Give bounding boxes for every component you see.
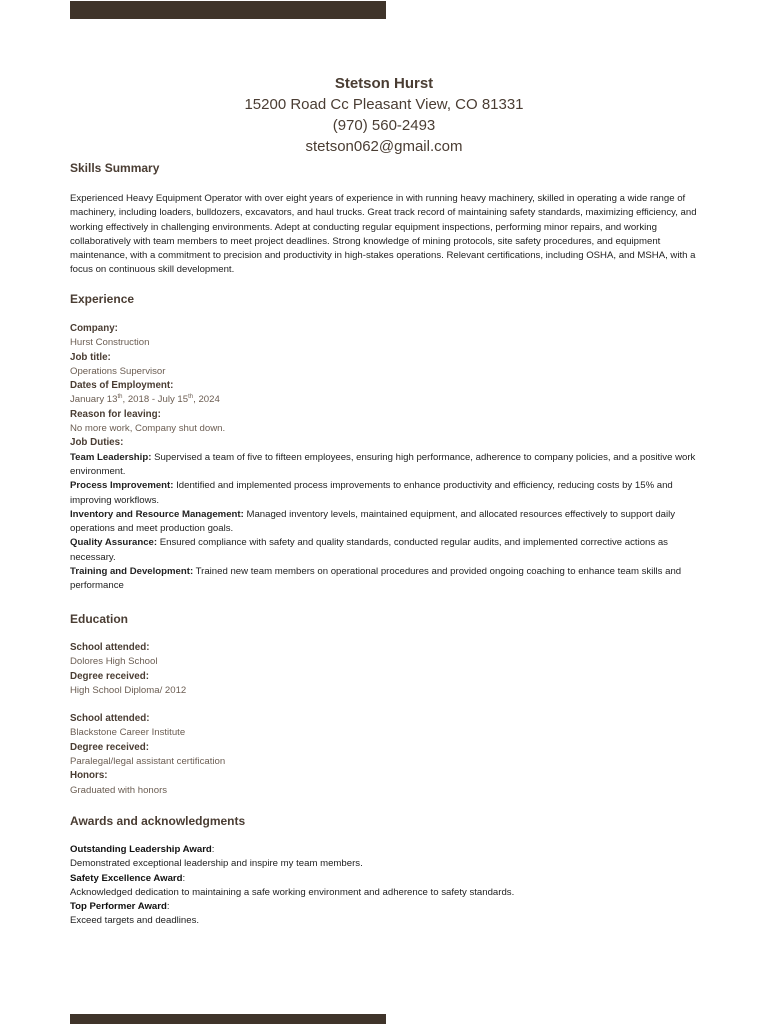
awards-heading: Awards and acknowledgments (70, 814, 246, 828)
skills-summary-heading: Skills Summary (70, 161, 160, 175)
degree-label: Degree received: (70, 670, 149, 682)
skills-summary-text: Experienced Heavy Equipment Operator with over eight years of experience in with running heavy machinery, skilled in operating a wide range of machinery, including loaders, bulldozers, excavators, and haul trucks. Great track record of maintaining safety standards, maximizing efficiency, and working effectively in challenging environments. Adept at conducting regular equipment inspections, performing minor repairs, and working collaboratively with team members to meet project deadlines. Strong knowledge of mining protocols, site safety procedures, and equipment maintenance, with a commitment to precision and productivity in high-stakes operations. Relevant certifications, including OSHA, and MSHA, with a focus on continuous skill development. (70, 193, 697, 276)
duty-text: Supervised a team of five to fifteen employees, ensuring high performance, adherence to company policies, and a positive work environment. (70, 451, 696, 477)
degree-label: Degree received: (70, 741, 149, 753)
duty-title: Process Improvement: (70, 480, 174, 492)
top-decorative-bar (70, 1, 386, 19)
duty-title: Training and Development: (70, 566, 194, 578)
experience-heading: Experience (70, 292, 135, 306)
award-title: Outstanding Leadership Award (70, 844, 212, 855)
duty-item (70, 565, 698, 594)
degree-value: Paralegal/legal assistant certification (70, 756, 226, 768)
award-item: Safety Excellence Award: (70, 872, 186, 884)
honors-label: Honors: (70, 770, 108, 782)
duty-title: Team Leadership: (70, 451, 152, 463)
bottom-decorative-bar (70, 1014, 386, 1024)
duty-text: Trained new team members on operational procedures and provided ongoing coaching to enhance team skills and performance (70, 566, 682, 592)
honors-value: Graduated with honors (70, 784, 168, 796)
dates-value: January 13th, 2018 - July 15th, 2024 (70, 394, 220, 406)
duty-text: Managed inventory levels, maintained equipment, and allocated resources effectively to support daily operations and meet production goals. (70, 508, 676, 535)
reason-value: No more work, Company shut down. (70, 423, 226, 435)
education-heading: Education (70, 612, 129, 626)
school-value: Blackstone Career Institute (70, 727, 186, 739)
school-label: School attended: (70, 713, 150, 725)
degree-value: High School Diploma/ 2012 (70, 684, 187, 696)
duty-title: Inventory and Resource Management: (70, 508, 244, 520)
address: 15200 Road Cc Pleasant View, CO 81331 (244, 96, 524, 113)
duty-text: Ensured compliance with safety and quality standards, conducted regular audits, and implemented corrective actions as necessary. (70, 537, 668, 563)
phone: (970) 560-2493 (332, 117, 436, 134)
job-duties-label: Job Duties: (70, 437, 124, 449)
dates-label: Dates of Employment: (70, 380, 174, 392)
school-label: School attended: (70, 642, 150, 653)
duty-text: Identified and implemented process improvements to enhance productivity and efficiency, reducing costs by 15% and improving workflows. (70, 480, 673, 506)
award-title: Safety Excellence Award (70, 872, 183, 884)
award-description: Acknowledged dedication to maintaining a safe working environment and adherence to safety standards. (70, 886, 515, 898)
email: stetson062@gmail.com (305, 138, 463, 155)
award-description: Exceed targets and deadlines. (70, 915, 200, 927)
duty-item (70, 536, 698, 565)
award-item: Outstanding Leadership Award: (70, 844, 215, 855)
award-description: Demonstrated exceptional leadership and inspire my team members. (70, 858, 363, 870)
awards-block (70, 843, 698, 929)
contact-header (70, 74, 698, 157)
experience-block (70, 322, 698, 594)
job-title-value: Operations Supervisor (70, 365, 166, 377)
school-value: Dolores High School (70, 656, 158, 668)
reason-label: Reason for leaving: (70, 408, 161, 420)
duty-item (70, 451, 698, 480)
award-title: Top Performer Award (70, 901, 167, 913)
spacer (70, 698, 698, 712)
company-label: Company: (70, 323, 118, 334)
job-title-label: Job title: (70, 351, 111, 363)
company-value: Hurst Construction (70, 337, 150, 349)
education-block (70, 641, 698, 798)
duty-item (70, 508, 698, 537)
duty-item (70, 479, 698, 508)
award-item: Top Performer Award: (70, 901, 170, 913)
duty-title: Quality Assurance: (70, 537, 158, 549)
candidate-name: Stetson Hurst (334, 75, 434, 92)
